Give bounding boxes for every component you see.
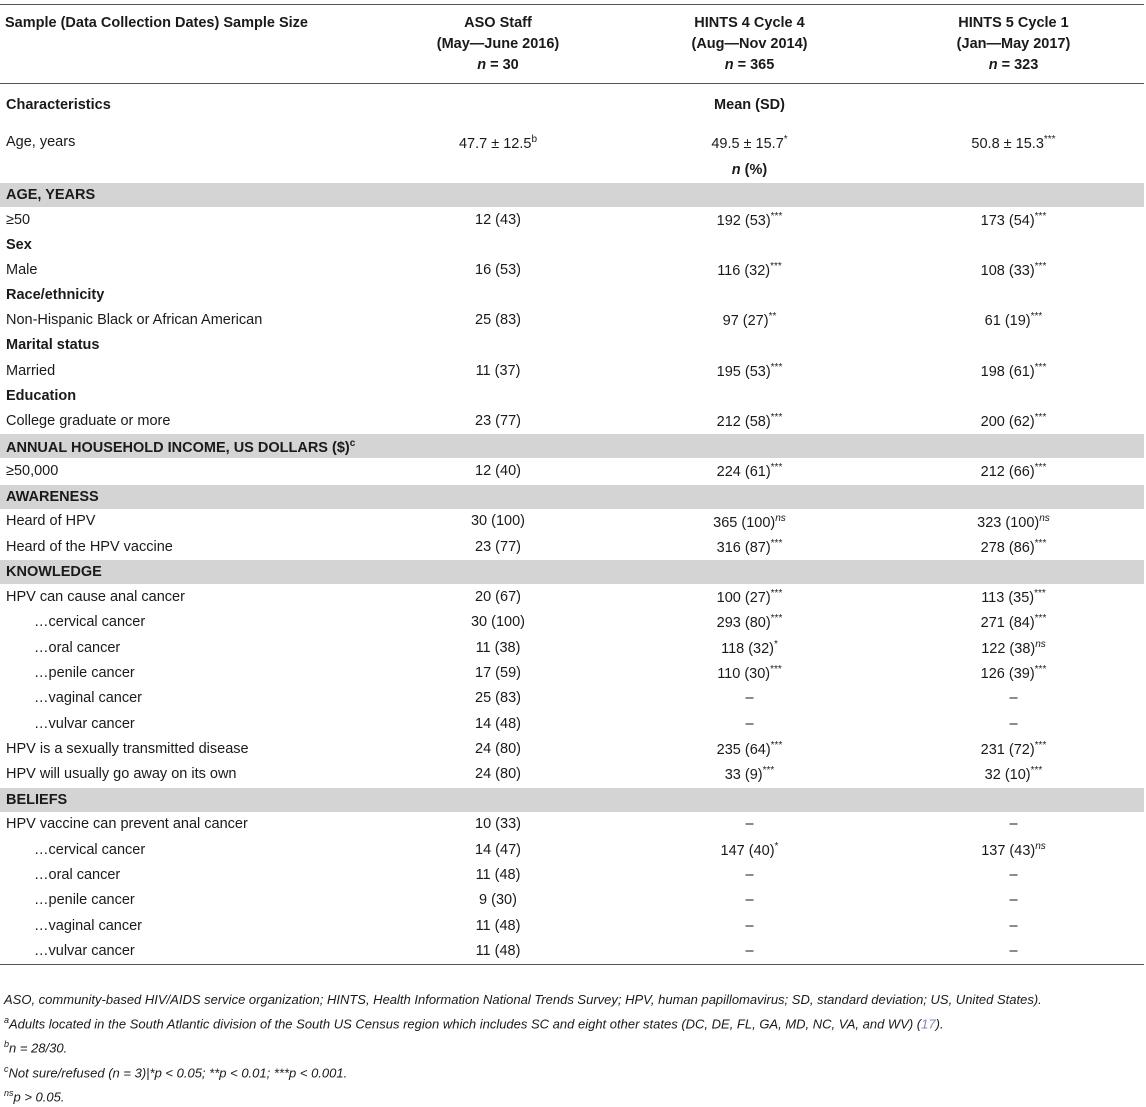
cell-hints4: – (616, 938, 883, 964)
cell-hints5: – (1009, 715, 1018, 732)
section-title: BELIEFS (0, 787, 1144, 812)
cell-aso: 14 (47) (475, 841, 521, 858)
row-label: …oral cancer (34, 866, 121, 883)
mean-sd-label: Mean (SD) (616, 84, 883, 127)
footnote-b: $^b$n = 28/30. (4, 1039, 68, 1056)
row-label: …vulvar cancer (34, 715, 135, 732)
cell-hints5: – (883, 938, 1144, 964)
characteristics-row (0, 84, 1144, 127)
cell-hints5: – (1009, 917, 1018, 934)
cell-aso: 11 (37) (475, 362, 521, 379)
reference-link[interactable]: 17 (921, 1016, 936, 1032)
row-label: Heard of the HPV vaccine (6, 538, 173, 555)
header-line2: (Aug—Nov 2014) (691, 36, 808, 52)
cell-hints4: 224 (61)*** (716, 462, 783, 481)
cell-hints5: – (1009, 866, 1018, 883)
cell-hints4: 212 (58)*** (716, 411, 783, 430)
cell-hints5: 126 (39)*** (980, 664, 1047, 682)
row-label: …cervical cancer (34, 841, 146, 858)
table-row (0, 408, 1144, 434)
section-header-row (0, 787, 1144, 812)
cell-aso: 12 (40) (475, 463, 521, 480)
cell-aso: 14 (48) (475, 715, 521, 732)
table-row (0, 635, 1144, 660)
table-row (0, 711, 1144, 736)
row-label: …vaginal cancer (34, 917, 142, 934)
cell-hints5: – (1009, 816, 1018, 833)
cell-hints5: 32 (10)*** (984, 765, 1043, 784)
row-label: Married (6, 362, 56, 379)
table-row (0, 257, 1144, 282)
header-sample-label: Sample (Data Collection Dates) Sample Size (0, 5, 380, 84)
cell-aso: 24 (80) (475, 766, 521, 783)
cell-aso: 23 (77) (475, 412, 521, 429)
cell-hints4: 33 (9)*** (724, 765, 775, 784)
table-row (0, 660, 1144, 685)
row-label: HPV is a sexually transmitted disease (6, 740, 249, 757)
row-label: Male (6, 261, 38, 278)
subheading-row (0, 383, 1144, 408)
header-n: n = 323 (988, 57, 1039, 73)
cell-hints5: 113 (35)*** (981, 588, 1046, 606)
table-row (0, 308, 1144, 333)
table-row (0, 761, 1144, 787)
footnote-c: $^c$Not sure/refused (n = 3)|*p < 0.05; **p < 0.01; ***p < 0.001. (4, 1063, 348, 1080)
cell-aso: 47.7 ± 12.5$^b$ (458, 134, 538, 152)
cell-hints4: 118 (32)* (721, 638, 778, 657)
row-label: …vulvar cancer (0, 938, 380, 964)
footnote-a: $^a$Adults located in the South Atlantic division of the South US Census region which includes SC and eight other states (DC, DE, FL, GA, MD, NC, VA, and WV) (17). (4, 1015, 944, 1032)
subheading: Education (6, 387, 77, 404)
cell-hints4: 100 (27)*** (716, 588, 783, 606)
section-title: KNOWLEDGE (0, 560, 1144, 585)
table-row (0, 534, 1144, 560)
characteristics-label: Characteristics (0, 84, 380, 127)
cell-hints5: 61 (19)*** (984, 311, 1043, 330)
table-row (0, 736, 1144, 761)
cell-aso: 11 (48) (475, 866, 521, 883)
row-label: HPV will usually go away on its own (6, 766, 237, 783)
row-label: …cervical cancer (34, 614, 146, 631)
subheading: Race/ethnicity (6, 287, 105, 304)
header-line1: ASO Staff (464, 15, 532, 31)
section-title: AGE, YEARS (0, 183, 1144, 208)
section-title: AWARENESS (0, 484, 1144, 509)
cell-aso: 9 (30) (479, 892, 517, 909)
cell-hints5: 137 $(43)^{ns}$ (981, 840, 1046, 859)
cell-hints4: – (745, 917, 754, 934)
cell-hints4: 195 (53)*** (716, 361, 783, 380)
row-label: Non-Hispanic Black or African American (6, 312, 263, 329)
cell-hints5: 173 (54)*** (980, 210, 1047, 229)
footnotes (4, 990, 1140, 1107)
cell-hints5: 198 (61)*** (980, 361, 1047, 380)
cell-aso: 30 (100) (470, 614, 525, 631)
header-line2: (May—June 2016) (436, 36, 560, 52)
row-label: ≥50,000 (6, 463, 59, 480)
subheading-row (0, 333, 1144, 358)
cell-aso: 24 (80) (475, 740, 521, 757)
cell-hints4: 116 (32)*** (717, 261, 782, 279)
n-percent-label: n (%) (731, 162, 768, 178)
table-row (0, 584, 1144, 609)
subheading: Marital status (6, 337, 100, 354)
cell-aso: 11 (48) (380, 938, 616, 964)
table-row (0, 938, 1144, 964)
row-label: HPV vaccine can prevent anal cancer (6, 816, 248, 833)
row-label: …penile cancer (34, 892, 135, 909)
cell-hints4: – (745, 690, 754, 707)
results-table (0, 4, 1144, 965)
table-row (0, 837, 1144, 862)
table-row (0, 686, 1144, 711)
cell-hints5: 108 (33)*** (980, 261, 1047, 279)
header-n: n = 365 (724, 57, 775, 73)
cell-hints4: 235 (64)*** (716, 739, 783, 758)
cell-aso: 23 (77) (475, 538, 521, 555)
cell-aso: 25 (83) (475, 690, 521, 707)
section-header-row (0, 434, 1144, 459)
subheading-row (0, 232, 1144, 257)
cell-hints4: – (745, 715, 754, 732)
cell-hints4: 316 (87)*** (716, 537, 783, 556)
header-n: n = 30 (477, 57, 519, 73)
table-row (0, 509, 1144, 534)
cell-hints4: – (745, 816, 754, 833)
cell-aso: 16 (53) (475, 261, 521, 278)
footnote-ns: $^{ns}$p > 0.05. (4, 1087, 65, 1105)
subheading: Sex (6, 236, 32, 253)
cell-hints4: 147 (40)* (720, 840, 779, 859)
section-header-row (0, 484, 1144, 509)
n-percent-row (0, 162, 1144, 183)
subheading-row (0, 283, 1144, 308)
cell-aso: 12 (43) (475, 211, 521, 228)
cell-hints4: 110 (30)*** (717, 664, 782, 682)
cell-hints5: 271 (84)*** (980, 613, 1047, 632)
table-row (0, 888, 1144, 913)
table-row (0, 207, 1144, 232)
cell-aso: 20 (67) (475, 589, 521, 606)
cell-hints5: 122 $(38)^{ns}$ (981, 638, 1046, 657)
cell-hints5: 212 (66)*** (980, 462, 1047, 481)
cell-hints4: 365 $(100)^{ns}$ (713, 512, 786, 531)
cell-hints5: 278 (86)*** (980, 537, 1047, 556)
header-line2: (Jan—May 2017) (956, 36, 1071, 52)
row-label: …oral cancer (34, 639, 121, 656)
row-label: Age, years (6, 134, 76, 150)
row-label: …vaginal cancer (34, 690, 142, 707)
cell-hints5: – (1009, 690, 1018, 707)
cell-aso: 30 (100) (470, 513, 525, 530)
cell-aso: 17 (59) (475, 664, 521, 681)
section-header-row (0, 183, 1144, 208)
table-row (0, 358, 1144, 383)
row-label: HPV can cause anal cancer (6, 589, 185, 606)
footnote-abbreviations: ASO, community-based HIV/AIDS service organization; HINTS, Health Information National Trends Survey; HPV, human papillomavirus; SD, standard deviation; US, United States). (4, 992, 1042, 1007)
cell-aso: 25 (83) (475, 312, 521, 329)
row-label: College graduate or more (6, 412, 171, 429)
age-row (0, 126, 1144, 162)
section-header-row (0, 560, 1144, 585)
table-row (0, 610, 1144, 635)
cell-hints5: – (1009, 892, 1018, 909)
cell-hints4: 49.5 ± 15.7* (711, 134, 788, 152)
cell-aso: 10 (33) (475, 816, 521, 833)
table-row (0, 862, 1144, 887)
header-aso-staff (380, 5, 616, 84)
table-row (0, 458, 1144, 484)
cell-hints5: 200 (62)*** (980, 411, 1047, 430)
table-header-row (0, 5, 1144, 84)
cell-hints5: 50.8 ± 15.3*** (971, 134, 1056, 152)
row-label: …penile cancer (34, 664, 135, 681)
header-hints5 (883, 5, 1144, 84)
section-title: ANNUAL HOUSEHOLD INCOME, US DOLLARS ($)$^c$ (0, 434, 1144, 459)
cell-aso: 11 (38) (475, 639, 521, 656)
header-line1: HINTS 4 Cycle 4 (694, 15, 805, 31)
header-hints4 (616, 5, 883, 84)
cell-hints4: 192 (53)*** (716, 210, 783, 229)
table-row (0, 913, 1144, 938)
cell-hints5: 231 (72)*** (980, 739, 1047, 758)
table-row (0, 812, 1144, 837)
cell-aso: 11 (48) (475, 917, 521, 934)
row-label: ≥50 (6, 211, 31, 228)
cell-hints5: 323 $(100)^{ns}$ (977, 512, 1050, 531)
cell-hints4: 97 (27)** (722, 311, 777, 330)
row-label: Heard of HPV (6, 513, 96, 530)
header-line1: HINTS 5 Cycle 1 (958, 15, 1069, 31)
cell-hints4: – (745, 892, 754, 909)
cell-hints4: 293 (80)*** (716, 613, 783, 632)
cell-hints4: – (745, 866, 754, 883)
